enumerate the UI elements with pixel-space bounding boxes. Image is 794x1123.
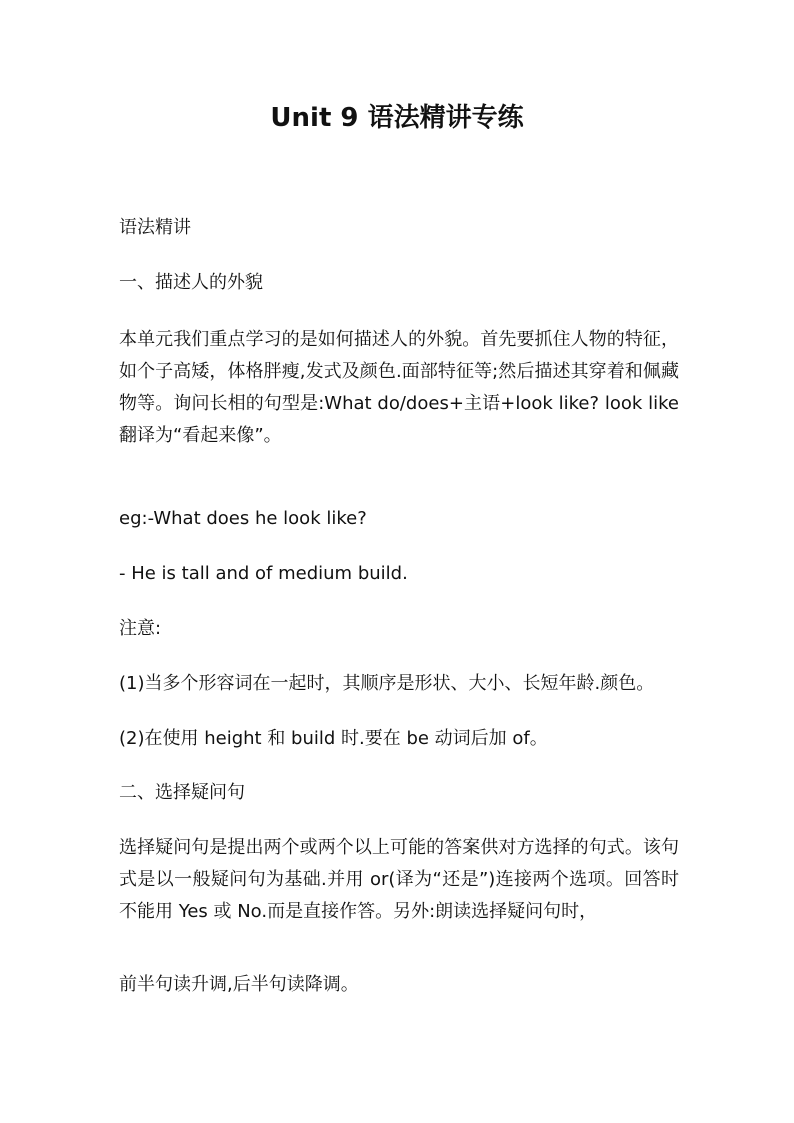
heading-alternative-questions: 二、选择疑问句 bbox=[119, 782, 245, 803]
section-label: 语法精讲 bbox=[119, 217, 191, 238]
page-title: Unit 9 语法精讲专练 bbox=[270, 103, 524, 133]
note-label: 注意: bbox=[119, 618, 162, 639]
note-item-2: (2)在使用 height 和 build 时.要在 be 动词后加 of。 bbox=[119, 728, 548, 749]
paragraph-alternative-questions: 选择疑问句是提出两个或两个以上可能的答案供对方选择的句式。该句式是以一般疑问句为基础.并用 or(译为“还是”)连接两个选项。回答时不能用 Yes 或 No.而是直接作答。另外:朗读选择疑问句时， bbox=[119, 837, 679, 922]
note-item-1: (1)当多个形容词在一起时，其顺序是形状、大小、长短年龄.颜色。 bbox=[119, 673, 655, 694]
heading-appearance: 一、描述人的外貌 bbox=[119, 272, 263, 293]
example-question: eg:-What does he look like? bbox=[119, 508, 367, 529]
paragraph-appearance: 本单元我们重点学习的是如何描述人的外貌。首先要抓住人物的特征，如个子高矮，体格胖瘦,发式及颜色.面部特征等;然后描述其穿着和佩藏物等。询问长相的句型是:What do/does+主语+look like? look like 翻译为“看起来像”。 bbox=[119, 329, 679, 446]
example-answer: - He is tall and of medium build. bbox=[119, 563, 408, 584]
paragraph-intonation: 前半句读升调,后半句读降调。 bbox=[119, 974, 359, 995]
